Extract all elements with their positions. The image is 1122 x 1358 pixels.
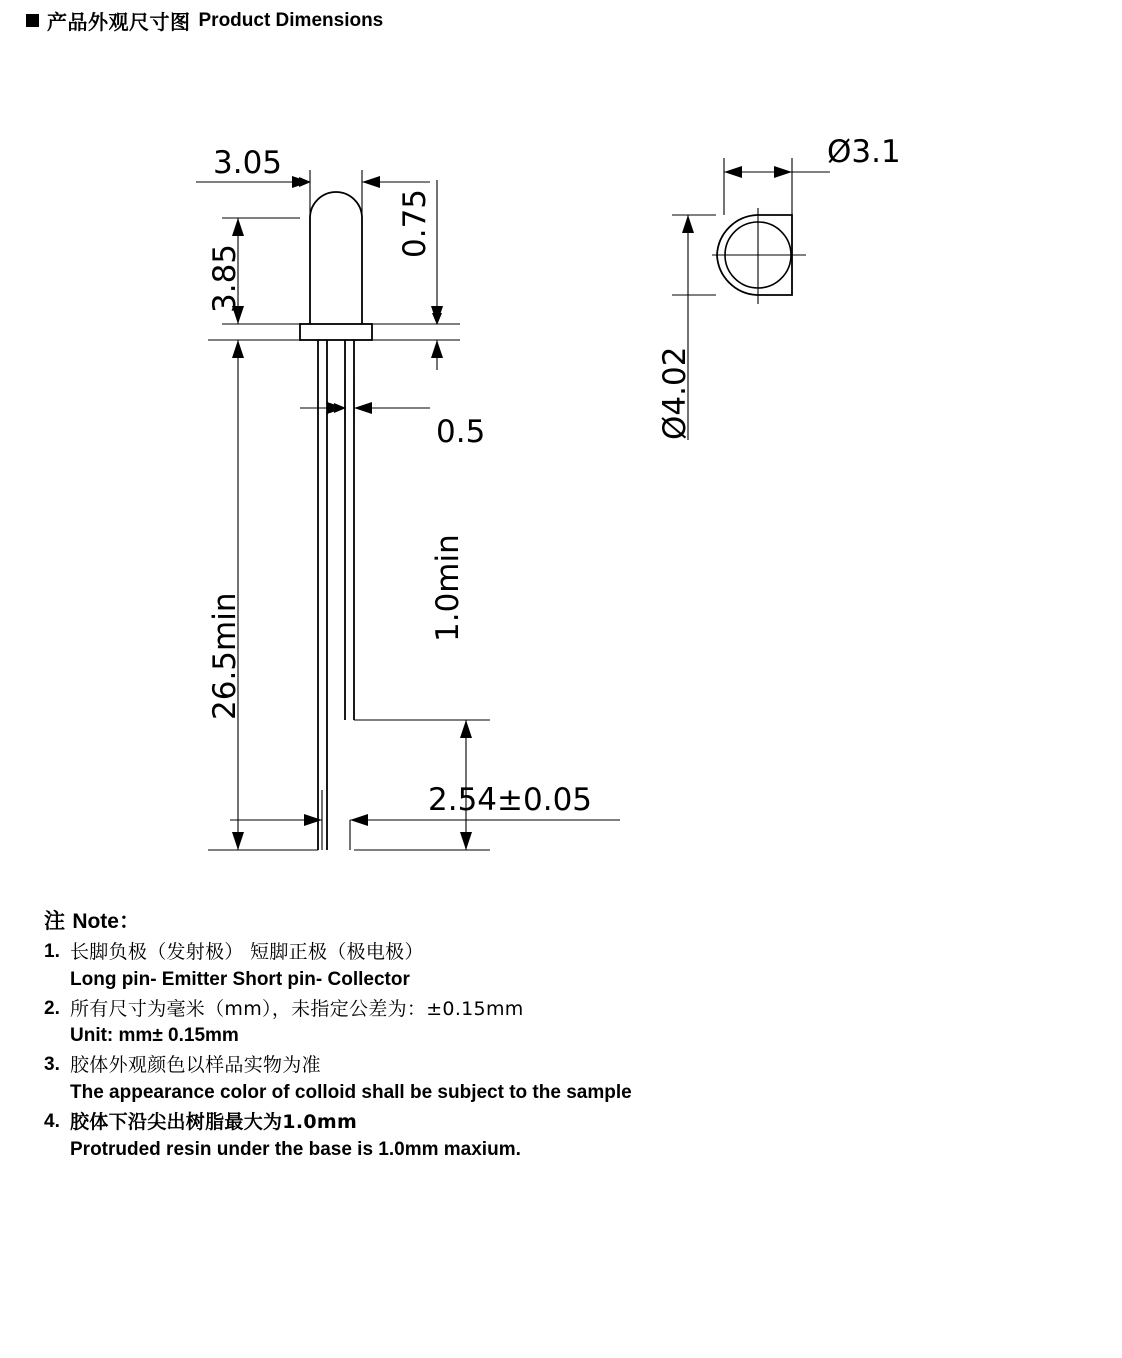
note-item — [44, 1052, 1044, 1107]
dim-label-flat-width: Ø3.1 — [827, 134, 901, 170]
note-text-en: Protruded resin under the base is 1.0mm maxium. — [70, 1138, 521, 1160]
note-item — [44, 996, 1044, 1051]
page-title-cn: 产品外观尺寸图 — [47, 10, 191, 34]
note-item — [44, 939, 1044, 994]
dim-label-flange-diameter: Ø4.02 — [657, 346, 693, 440]
note-text-cn: 长脚负极（发射极） 短脚正极（极电极） — [70, 941, 424, 963]
note-item — [44, 1109, 1044, 1164]
dim-label-width-top: 3.05 — [213, 145, 283, 181]
notes-heading-en: Note — [72, 910, 119, 933]
dim-label-body-height: 3.85 — [207, 243, 243, 313]
note-text-en: Long pin- Emitter Short pin- Collector — [70, 968, 410, 990]
note-text-cn: 胶体下沿尖出树脂最大为1.0mm — [70, 1110, 358, 1133]
note-number: 2. — [44, 997, 60, 1019]
note-number: 1. — [44, 941, 60, 962]
note-text-en: Unit: mm± 0.15mm — [70, 1025, 239, 1047]
note-text-cn: 胶体外观颜色以样品实物为准 — [70, 1054, 321, 1077]
note-text-en: The appearance color of colloid shall be subject to the sample — [70, 1082, 632, 1103]
square-bullet-icon — [26, 14, 39, 27]
dim-label-lead-length: 26.5min — [207, 592, 243, 720]
dim-label-lead-straight: 1.0min — [430, 534, 466, 642]
note-number: 4. — [44, 1110, 60, 1132]
notes-heading-colon: ： — [118, 909, 140, 933]
dim-label-lead-width: 0.5 — [436, 414, 486, 450]
note-text-cn: 所有尺寸为毫米（mm），未指定公差为：±0.15mm — [70, 997, 524, 1020]
product-dimension-drawing — [0, 120, 1122, 910]
notes-section — [44, 905, 1044, 1165]
section-header — [26, 6, 383, 35]
note-number: 3. — [44, 1054, 60, 1076]
dim-label-lead-pitch: 2.54±0.05 — [428, 782, 593, 818]
page-title-en: Product Dimensions — [198, 9, 384, 31]
notes-heading — [44, 905, 1044, 935]
notes-heading-cn: 注 — [44, 909, 65, 933]
dim-label-flange-thickness: 0.75 — [397, 188, 433, 258]
